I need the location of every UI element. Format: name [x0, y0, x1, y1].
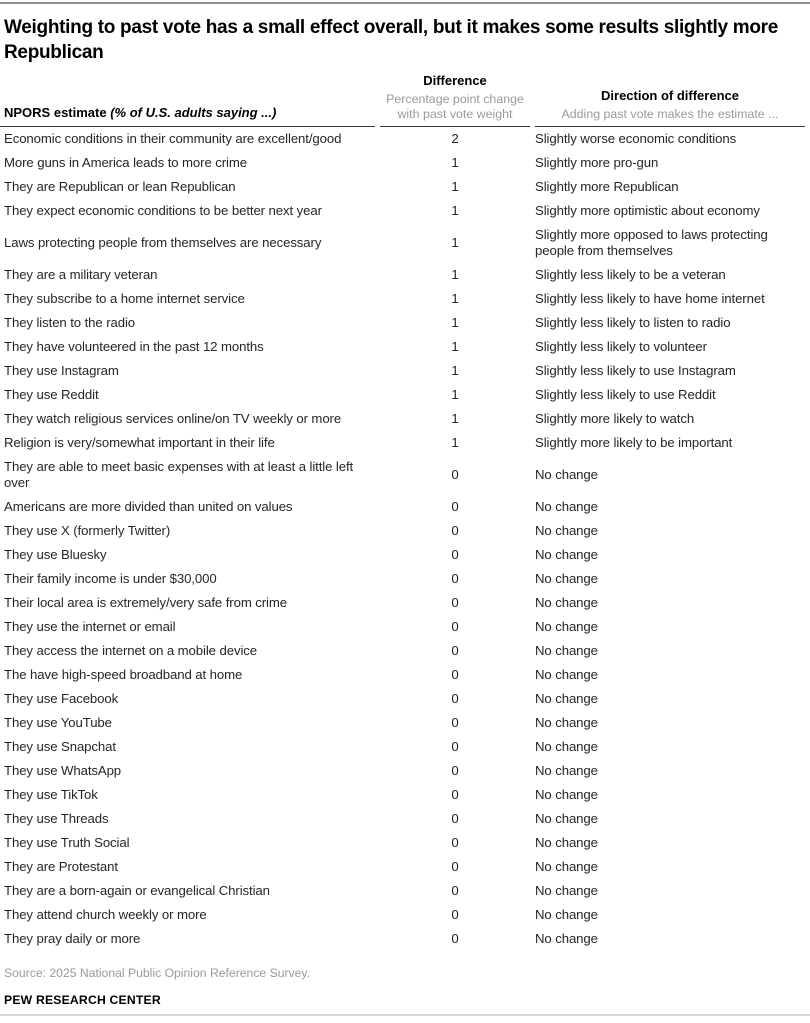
- difference-cell: 0: [451, 643, 459, 658]
- difference-cell: 1: [451, 339, 459, 354]
- difference-cell: 0: [451, 547, 459, 562]
- direction-cell: Slightly more likely to watch: [535, 411, 695, 426]
- table-row: [0, 495, 805, 519]
- estimate-cell: Laws protecting people from themselves are necessary: [4, 235, 322, 250]
- source-note: Source: 2025 National Public Opinion Reference Survey.: [4, 966, 310, 980]
- table-row: [0, 407, 805, 431]
- difference-cell: 0: [451, 739, 459, 754]
- difference-cell: 1: [451, 387, 459, 402]
- direction-cell: No change: [535, 907, 598, 922]
- table-row: [0, 663, 805, 687]
- difference-cell: 1: [451, 267, 459, 282]
- table-row: [0, 383, 805, 407]
- difference-cell: 1: [451, 155, 459, 170]
- table-body: [0, 127, 805, 951]
- direction-cell: No change: [535, 883, 598, 898]
- difference-cell: 1: [451, 363, 459, 378]
- direction-cell: No change: [535, 523, 598, 538]
- estimate-cell: They use TikTok: [4, 787, 98, 802]
- direction-cell: Slightly less likely to use Reddit: [535, 387, 716, 402]
- table-row: [0, 639, 805, 663]
- direction-cell: No change: [535, 619, 598, 634]
- estimate-cell: Their family income is under $30,000: [4, 571, 217, 586]
- table-row: [0, 519, 805, 543]
- table-row: [0, 879, 805, 903]
- difference-cell: 1: [451, 235, 459, 250]
- difference-cell: 0: [451, 571, 459, 586]
- estimate-cell: They access the internet on a mobile device: [4, 643, 257, 658]
- page-title: Weighting to past vote has a small effect overall, but it makes some results slightly more Republican: [4, 17, 779, 63]
- table-row: [0, 903, 805, 927]
- table-row: [0, 687, 805, 711]
- estimate-cell: More guns in America leads to more crime: [4, 155, 247, 170]
- estimate-cell: They listen to the radio: [4, 315, 136, 330]
- estimate-cell: They use Bluesky: [4, 547, 107, 562]
- difference-cell: 1: [451, 411, 459, 426]
- estimate-cell: They use Snapchat: [4, 739, 116, 754]
- estimate-cell: They attend church weekly or more: [4, 907, 207, 922]
- table-row: [0, 199, 805, 223]
- npors-table: [0, 69, 810, 951]
- direction-cell: Slightly less likely to listen to radio: [535, 315, 731, 330]
- direction-header-sublabel: Adding past vote makes the estimate ...: [561, 106, 779, 121]
- direction-cell: No change: [535, 571, 598, 586]
- table-row: [0, 431, 805, 455]
- estimate-cell: They have volunteered in the past 12 months: [4, 339, 264, 354]
- direction-cell: No change: [535, 811, 598, 826]
- estimate-cell: They use YouTube: [4, 715, 112, 730]
- estimate-cell: They are a born-again or evangelical Christian: [4, 883, 270, 898]
- bottom-divider: [0, 1014, 810, 1016]
- direction-cell: Slightly less likely to volunteer: [535, 339, 707, 354]
- estimate-cell: They are able to meet basic expenses with at least a little left over: [4, 459, 354, 490]
- table-row: [0, 311, 805, 335]
- estimate-cell: They are a military veteran: [4, 267, 158, 282]
- table-row: [0, 359, 805, 383]
- table-row: [0, 543, 805, 567]
- difference-cell: 0: [451, 619, 459, 634]
- direction-cell: No change: [535, 835, 598, 850]
- direction-cell: No change: [535, 763, 598, 778]
- table-row: [0, 263, 805, 287]
- table-row: [0, 567, 805, 591]
- direction-cell: No change: [535, 715, 598, 730]
- table-row: [0, 335, 805, 359]
- direction-cell: Slightly worse economic conditions: [535, 131, 737, 146]
- difference-cell: 0: [451, 715, 459, 730]
- difference-cell: 0: [451, 859, 459, 874]
- table-row: [0, 455, 805, 495]
- direction-cell: No change: [535, 595, 598, 610]
- difference-cell: 0: [451, 763, 459, 778]
- direction-cell: No change: [535, 787, 598, 802]
- top-divider: [0, 2, 810, 4]
- difference-cell: 1: [451, 315, 459, 330]
- difference-cell: 0: [451, 787, 459, 802]
- direction-cell: No change: [535, 667, 598, 682]
- estimate-cell: They subscribe to a home internet service: [4, 291, 245, 306]
- table-row: [0, 831, 805, 855]
- direction-cell: No change: [535, 547, 598, 562]
- difference-cell: 1: [451, 435, 459, 450]
- direction-cell: No change: [535, 467, 598, 482]
- direction-cell: No change: [535, 691, 598, 706]
- estimate-cell: They use Truth Social: [4, 835, 130, 850]
- difference-cell: 0: [451, 691, 459, 706]
- difference-header-label: Difference: [423, 73, 487, 88]
- estimate-cell: They watch religious services online/on TV weekly or more: [4, 411, 342, 426]
- direction-cell: Slightly more Republican: [535, 179, 679, 194]
- direction-cell: Slightly less likely to have home internet: [535, 291, 765, 306]
- column-header-difference: [380, 69, 530, 127]
- estimate-cell: They use Threads: [4, 811, 109, 826]
- table-row: [0, 591, 805, 615]
- difference-cell: 0: [451, 811, 459, 826]
- table-row: [0, 615, 805, 639]
- estimate-cell: They use Facebook: [4, 691, 119, 706]
- estimate-cell: They use the internet or email: [4, 619, 176, 634]
- header-row: [0, 69, 805, 127]
- column-header-estimate: [0, 69, 375, 127]
- estimate-cell: Economic conditions in their community are excellent/good: [4, 131, 342, 146]
- estimate-header-label: [0, 105, 375, 121]
- table-row: [0, 807, 805, 831]
- table-row: [0, 759, 805, 783]
- column-header-direction: [535, 69, 805, 127]
- table-row: [0, 127, 805, 151]
- estimate-header-text: NPORS estimate: [4, 105, 111, 120]
- estimate-header-note: (% of U.S. adults saying ...): [110, 105, 277, 120]
- estimate-cell: The have high-speed broadband at home: [4, 667, 243, 682]
- table-row: [0, 855, 805, 879]
- direction-cell: Slightly less likely to be a veteran: [535, 267, 726, 282]
- estimate-cell: Their local area is extremely/very safe from crime: [4, 595, 288, 610]
- difference-cell: 0: [451, 835, 459, 850]
- direction-cell: Slightly more optimistic about economy: [535, 203, 760, 218]
- difference-cell: 0: [451, 667, 459, 682]
- table-row: [0, 223, 805, 263]
- table-header: [0, 69, 805, 127]
- estimate-cell: They use X (formerly Twitter): [4, 523, 171, 538]
- table-row: [0, 711, 805, 735]
- estimate-cell: They use Instagram: [4, 363, 119, 378]
- difference-cell: 1: [451, 203, 459, 218]
- table-row: [0, 151, 805, 175]
- estimate-cell: They are Protestant: [4, 859, 118, 874]
- direction-cell: Slightly more likely to be important: [535, 435, 733, 450]
- direction-cell: No change: [535, 859, 598, 874]
- estimate-cell: Americans are more divided than united on values: [4, 499, 293, 514]
- estimate-cell: Religion is very/somewhat important in their life: [4, 435, 275, 450]
- difference-cell: 0: [451, 595, 459, 610]
- direction-cell: No change: [535, 931, 598, 946]
- difference-cell: 0: [451, 931, 459, 946]
- estimate-cell: They expect economic conditions to be better next year: [4, 203, 322, 218]
- direction-cell: Slightly more opposed to laws protecting people from themselves: [535, 227, 768, 258]
- table-row: [0, 175, 805, 199]
- table-row: [0, 927, 805, 951]
- direction-cell: No change: [535, 499, 598, 514]
- direction-cell: Slightly less likely to use Instagram: [535, 363, 736, 378]
- difference-cell: 1: [451, 291, 459, 306]
- difference-cell: 0: [451, 523, 459, 538]
- estimate-cell: They pray daily or more: [4, 931, 141, 946]
- direction-cell: No change: [535, 643, 598, 658]
- difference-cell: 0: [451, 499, 459, 514]
- difference-cell: 0: [451, 907, 459, 922]
- direction-cell: Slightly more pro-gun: [535, 155, 659, 170]
- table-row: [0, 735, 805, 759]
- estimate-cell: They are Republican or lean Republican: [4, 179, 236, 194]
- table-row: [0, 287, 805, 311]
- direction-header-label: Direction of difference: [601, 87, 739, 103]
- brand-label: PEW RESEARCH CENTER: [4, 993, 161, 1007]
- difference-cell: 0: [451, 883, 459, 898]
- direction-cell: No change: [535, 739, 598, 754]
- difference-header-sublabel: Percentage point change with past vote weight: [386, 92, 524, 121]
- estimate-cell: They use WhatsApp: [4, 763, 122, 778]
- difference-cell: 2: [451, 131, 459, 146]
- estimate-cell: They use Reddit: [4, 387, 99, 402]
- table-row: [0, 783, 805, 807]
- difference-cell: 1: [451, 179, 459, 194]
- difference-cell: 0: [451, 467, 459, 482]
